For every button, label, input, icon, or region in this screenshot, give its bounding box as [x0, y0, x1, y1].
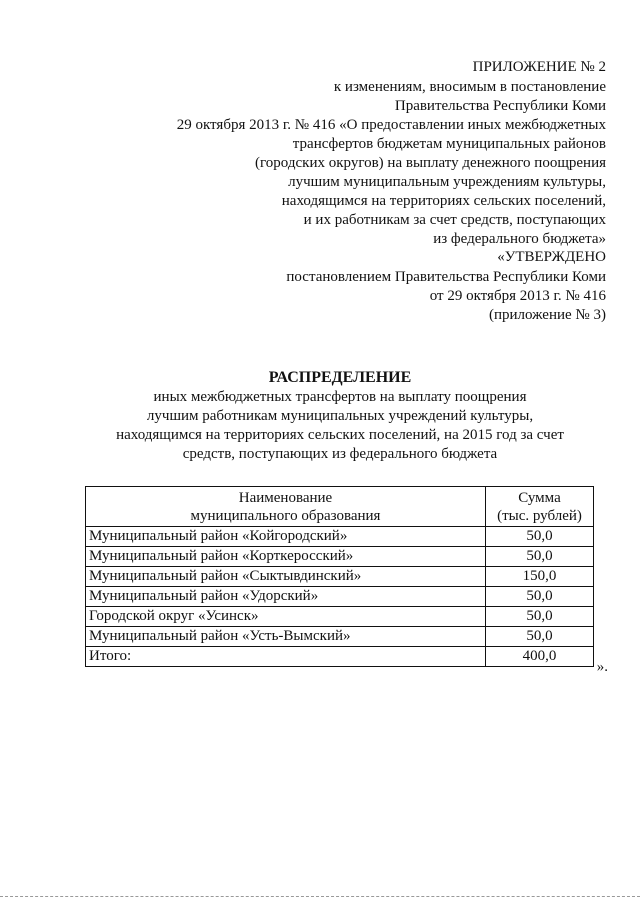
municipality-name: Городской округ «Усинск» — [86, 607, 486, 627]
distribution-title-block — [60, 368, 620, 464]
appendix-line: трансфертов бюджетам муниципальных районов — [292, 136, 606, 152]
total-label: Итого: — [86, 647, 486, 667]
approval-line: (приложение № 3) — [488, 307, 606, 323]
appendix-line: 29 октября 2013 г. № 416 «О предоставлении иных межбюджетных — [176, 117, 606, 133]
table-header-row — [86, 487, 594, 527]
municipality-name: Муниципальный район «Сыктывдинский» — [86, 567, 486, 587]
appendix-line: к изменениям, вносимым в постановление — [333, 79, 606, 95]
table-row — [86, 527, 594, 547]
appendix-line: Правительства Республики Коми — [394, 98, 606, 114]
amount-cell: 50,0 — [486, 587, 594, 607]
title-subline: находящимся на территориях сельских поселений, на 2015 год за счет — [116, 427, 564, 443]
approval-heading: «УТВЕРЖДЕНО — [497, 249, 606, 265]
table-row — [86, 547, 594, 567]
column-header-name-line: Наименование — [238, 490, 333, 506]
total-amount: 400,0 — [486, 647, 594, 667]
table-row — [86, 567, 594, 587]
amount-cell: 150,0 — [486, 567, 594, 587]
approval-line: постановлением Правительства Республики Коми — [286, 269, 606, 285]
table-row — [86, 627, 594, 647]
title-subline: иных межбюджетных трансфертов на выплату поощрения — [153, 389, 527, 405]
approval-stamp — [106, 248, 606, 325]
appendix-line: (городских округов) на выплату денежного поощрения — [255, 155, 606, 171]
approval-line: от 29 октября 2013 г. № 416 — [429, 288, 606, 304]
page-edge-divider — [0, 896, 640, 897]
column-header-name — [86, 487, 486, 527]
title-subline: средств, поступающих из федерального бюджета — [182, 446, 498, 462]
column-header-sum-line: Сумма — [518, 490, 561, 506]
appendix-line: и их работникам за счет средств, поступающих — [303, 212, 606, 228]
table-row — [86, 587, 594, 607]
column-header-sum-line: (тыс. рублей) — [497, 508, 582, 524]
appendix-line: лучшим муниципальным учреждениям культуры, — [288, 174, 606, 190]
column-header-sum — [486, 487, 594, 527]
municipality-name: Муниципальный район «Усть-Вымский» — [86, 627, 486, 647]
amount-cell: 50,0 — [486, 627, 594, 647]
amount-cell: 50,0 — [486, 547, 594, 567]
municipality-name: Муниципальный район «Удорский» — [86, 587, 486, 607]
municipality-name: Муниципальный район «Койгородский» — [86, 527, 486, 547]
appendix-title: ПРИЛОЖЕНИЕ № 2 — [472, 59, 606, 75]
title-subline: лучшим работникам муниципальных учреждений культуры, — [146, 408, 534, 424]
appendix-line: из федерального бюджета» — [433, 231, 606, 247]
distribution-table — [85, 486, 594, 667]
municipality-name: Муниципальный район «Корткеросский» — [86, 547, 486, 567]
table-total-row — [86, 647, 594, 667]
appendix-header — [106, 58, 606, 249]
document-title: РАСПРЕДЕЛЕНИЕ — [268, 369, 412, 386]
column-header-name-line: муниципального образования — [190, 508, 381, 524]
closing-quote: ». — [596, 659, 608, 675]
table-row — [86, 607, 594, 627]
amount-cell: 50,0 — [486, 527, 594, 547]
amount-cell: 50,0 — [486, 607, 594, 627]
appendix-line: находящимся на территориях сельских поселений, — [281, 193, 606, 209]
